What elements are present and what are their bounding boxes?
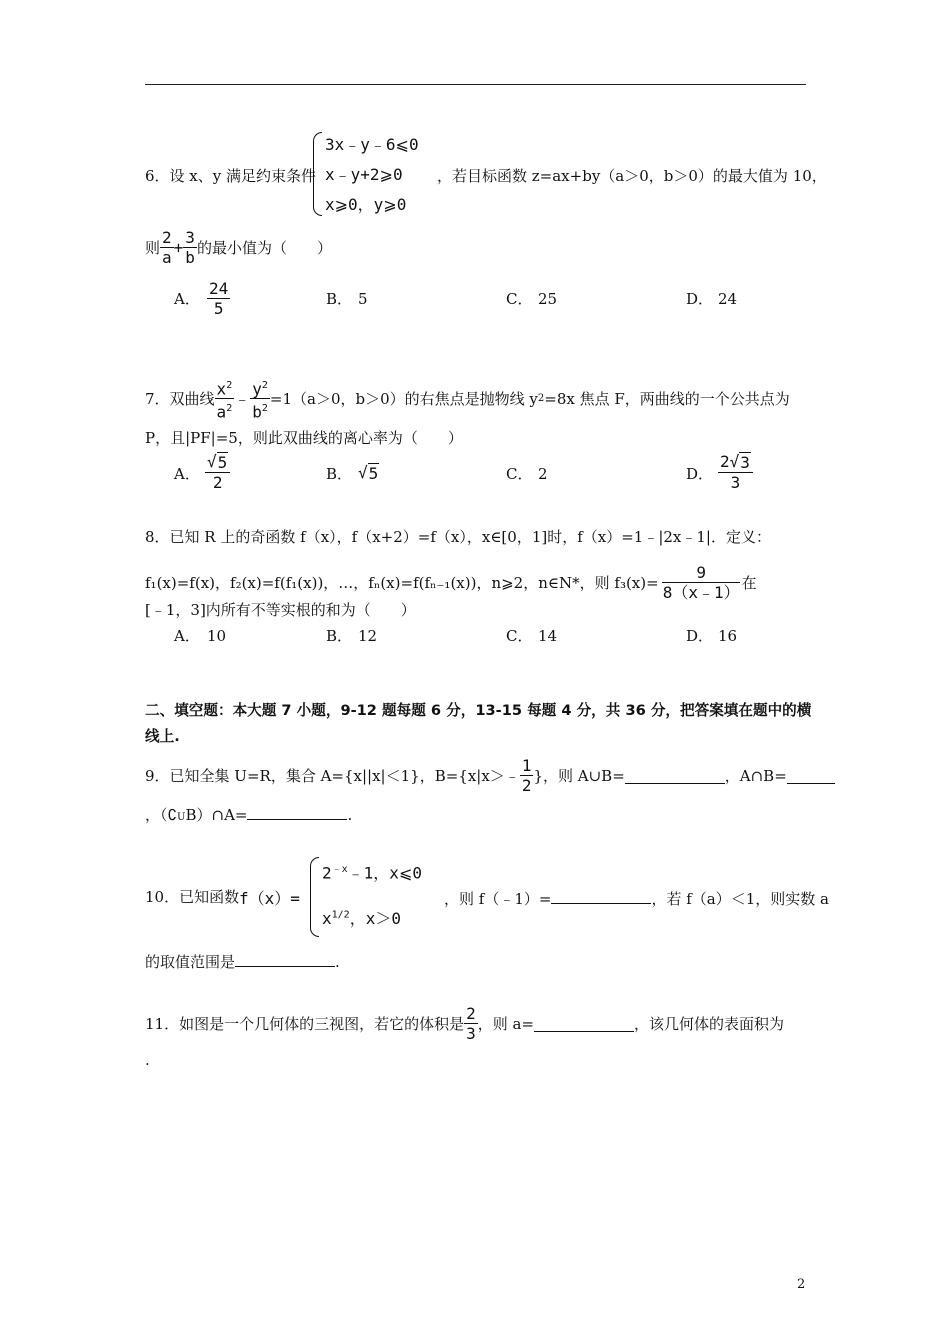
q7-option-c-value: 2 (538, 465, 548, 483)
q8-option-c-value: 14 (538, 627, 558, 645)
q6-brace (313, 132, 322, 216)
q10-blank-range[interactable] (235, 950, 335, 967)
q10-case1-rest: ﹣1，x⩽0 (347, 863, 422, 883)
q10-case2-base: x (322, 909, 332, 928)
q7-y2-sup: 2 (537, 392, 545, 404)
q9-line2-a: ，（∁ (145, 806, 178, 824)
q10-blank-value[interactable] (551, 887, 651, 904)
q10-case2-rest: ，x＞0 (349, 909, 401, 928)
q10-line2-end: . (335, 953, 340, 971)
q6-constraint-3: x⩾0，y⩾0 (325, 195, 407, 214)
q6-plus: + (173, 237, 184, 257)
q8-line3: [﹣1，3]内所有不等实根的和为（ ） (145, 601, 416, 619)
q6-suffix: ，若目标函数 z=ax+by（a＞0，b＞0）的最大值为 10， (437, 167, 827, 185)
q9-line2-end: . (347, 806, 353, 824)
q9-fraction (520, 756, 534, 795)
q9-line2 (145, 803, 352, 828)
q7-option-a-den: 2 (212, 473, 223, 492)
q7-prefix: 7．双曲线 (145, 389, 215, 408)
q6-line2 (145, 228, 332, 267)
q7-option-b-value: √ 5 (358, 463, 379, 483)
q6-f2-num: 3 (185, 228, 195, 247)
q10-fx: f（x）= (239, 889, 300, 908)
q6-option-c-label: C． (506, 290, 533, 308)
q8-fraction (661, 563, 742, 602)
q7-fraction-x (215, 376, 235, 422)
header-rule (145, 84, 806, 85)
q8-option-c-label: C． (506, 627, 533, 645)
q10-part2: ，则 f（﹣1）= (444, 890, 552, 908)
q6-option-a-value (207, 279, 230, 318)
q8-frac-num: 9 (662, 563, 740, 583)
q9-part1: 9．已知全集 U=R，集合 A={x||x|＜1}，B={x|x＞﹣ (145, 766, 520, 785)
q7-option-c-label: C． (506, 465, 533, 483)
q11-frac-num: 2 (466, 1004, 476, 1023)
q6-option-a-label: A． (174, 290, 200, 308)
q11-line2: . (145, 1051, 150, 1069)
q8-option-a-value: 10 (207, 627, 227, 645)
q6-prefix: 6．设 x、y 满足约束条件 (145, 167, 317, 185)
section-2-line2: 线上. (145, 728, 180, 745)
q10-case-1 (322, 860, 422, 883)
q9-part3: ，A∩B= (724, 766, 787, 785)
q7-fraction-y (250, 376, 270, 422)
q7-option-b-rad: 5 (368, 464, 379, 483)
page-number: 2 (797, 1277, 806, 1292)
section-2-line1: 二、填空题：本大题 7 小题，9-12 题每题 6 分，13-15 每题 4 分，共 36 分，把答案填在题中的横 (145, 702, 812, 719)
q7-option-d-label: D． (686, 465, 714, 483)
q9-sub-u: U (177, 812, 186, 823)
q8-line2-end: 在 (741, 573, 757, 592)
q9-frac-den: 2 (521, 776, 532, 795)
q10-case-2 (322, 906, 401, 929)
q6-f1-den: a (162, 248, 172, 267)
q6-line2-post: 的最小值为（ ） (196, 238, 332, 257)
q8-option-d-label: D． (686, 627, 714, 645)
q11-frac-den: 3 (466, 1024, 476, 1043)
q7-option-a-rad: 5 (217, 453, 228, 472)
q8-frac-den: 8（x﹣1） (662, 583, 740, 602)
q10-brace (310, 857, 319, 937)
q6-option-b-label: B． (326, 290, 353, 308)
q7-fx-sup: 2 (226, 380, 233, 391)
q8-option-b-label: B． (326, 627, 353, 645)
q7-minus: ﹣ (234, 388, 251, 408)
q9-line1 (145, 756, 835, 795)
q7-eq1: =1（a＞0，b＞0）的右焦点是抛物线 y (269, 389, 538, 408)
q10-part3: ，若 f（a）＜1，则实数 a (651, 890, 829, 908)
q7-fy-den-sup: 2 (261, 403, 268, 415)
q6-fraction-3-b (183, 228, 197, 267)
q8-option-b-value: 12 (358, 627, 378, 645)
q9-blank-intersection[interactable] (787, 767, 835, 784)
q7-option-d-den: 3 (730, 473, 741, 492)
q6-option-c-value: 25 (538, 290, 558, 308)
q8-line2 (145, 563, 757, 602)
q7-fx-den: a (216, 402, 227, 422)
q6-option-b-value: 5 (358, 290, 368, 308)
q7-line2: P，且|PF|=5，则此双曲线的离心率为（ ） (145, 429, 463, 447)
q6-option-d-label: D． (686, 290, 714, 308)
q6-constraint-1: 3x﹣y﹣6⩽0 (325, 135, 419, 154)
q7-option-d-coef: 2 (720, 452, 730, 471)
q7-fy-sup: 2 (261, 380, 268, 391)
q9-blank-complement[interactable] (247, 803, 347, 820)
q10-line2 (145, 950, 340, 972)
q9-part2: }，则 A∪B= (533, 766, 625, 785)
q8-line2-text: f₁(x)=f(x)，f₂(x)=f(f₁(x))，…，fₙ(x)=f(fₙ₋₁(x))，n⩾2，n∈N*，则 f₃(x)= (145, 573, 659, 592)
q7-option-d-rad: 3 (740, 453, 750, 472)
q7-line1 (145, 376, 790, 422)
q8-option-a-label: A． (174, 627, 200, 645)
q9-blank-union[interactable] (625, 767, 725, 784)
q11-fraction (464, 1004, 478, 1043)
q10-line1-rest (444, 887, 829, 909)
q11-part2: ，则 a= (477, 1014, 535, 1033)
q7-option-b-label: B． (326, 465, 353, 483)
q6-option-a-num: 24 (209, 279, 229, 298)
q6-f1-num: 2 (162, 228, 172, 247)
q10-case2-exp: 1/2 (331, 909, 350, 921)
q10-line2-text: 的取值范围是 (145, 953, 236, 971)
q8-line1: 8．已知 R 上的奇函数 f（x），f（x+2）=f（x），x∈[0，1]时，f（x）=1﹣|2x﹣1|．定义： (145, 528, 771, 546)
q6-fraction-2-a (160, 228, 174, 267)
q11-blank-a[interactable] (534, 1015, 634, 1032)
q9-line2-b: B）∩A= (185, 806, 248, 824)
q7-option-a-value: √ 5 2 (205, 452, 230, 492)
q10-prefix: 10．已知函数 (145, 888, 240, 906)
q7-fy-num: y (252, 379, 262, 399)
q11-part3: ，该几何体的表面积为 (634, 1014, 785, 1033)
q7-option-d-value: 2 √ 3 3 (718, 452, 753, 492)
q7-mid: =8x 焦点 F，两曲线的一个公共点为 (544, 389, 790, 408)
q11-line1 (145, 1004, 784, 1043)
q7-fy-den: b (252, 402, 262, 422)
q7-fx-num: x (216, 379, 227, 399)
q6-line2-pre: 则 (145, 238, 161, 257)
q11-part1: 11．如图是一个几何体的三视图，若它的体积是 (145, 1014, 465, 1033)
q6-option-a-den: 5 (213, 299, 224, 318)
q10-case1-exp: ﹣x (331, 864, 348, 875)
q10-case1-base: 2 (322, 863, 332, 883)
q6-f2-den: b (185, 248, 195, 267)
q7-option-a-label: A． (174, 465, 200, 483)
q6-constraint-2: x﹣y+2⩾0 (325, 165, 403, 184)
q8-option-d-value: 16 (718, 627, 738, 645)
q9-frac-num: 1 (521, 756, 532, 775)
q7-fx-den-sup: 2 (226, 403, 233, 415)
q6-option-d-value: 24 (718, 290, 738, 308)
